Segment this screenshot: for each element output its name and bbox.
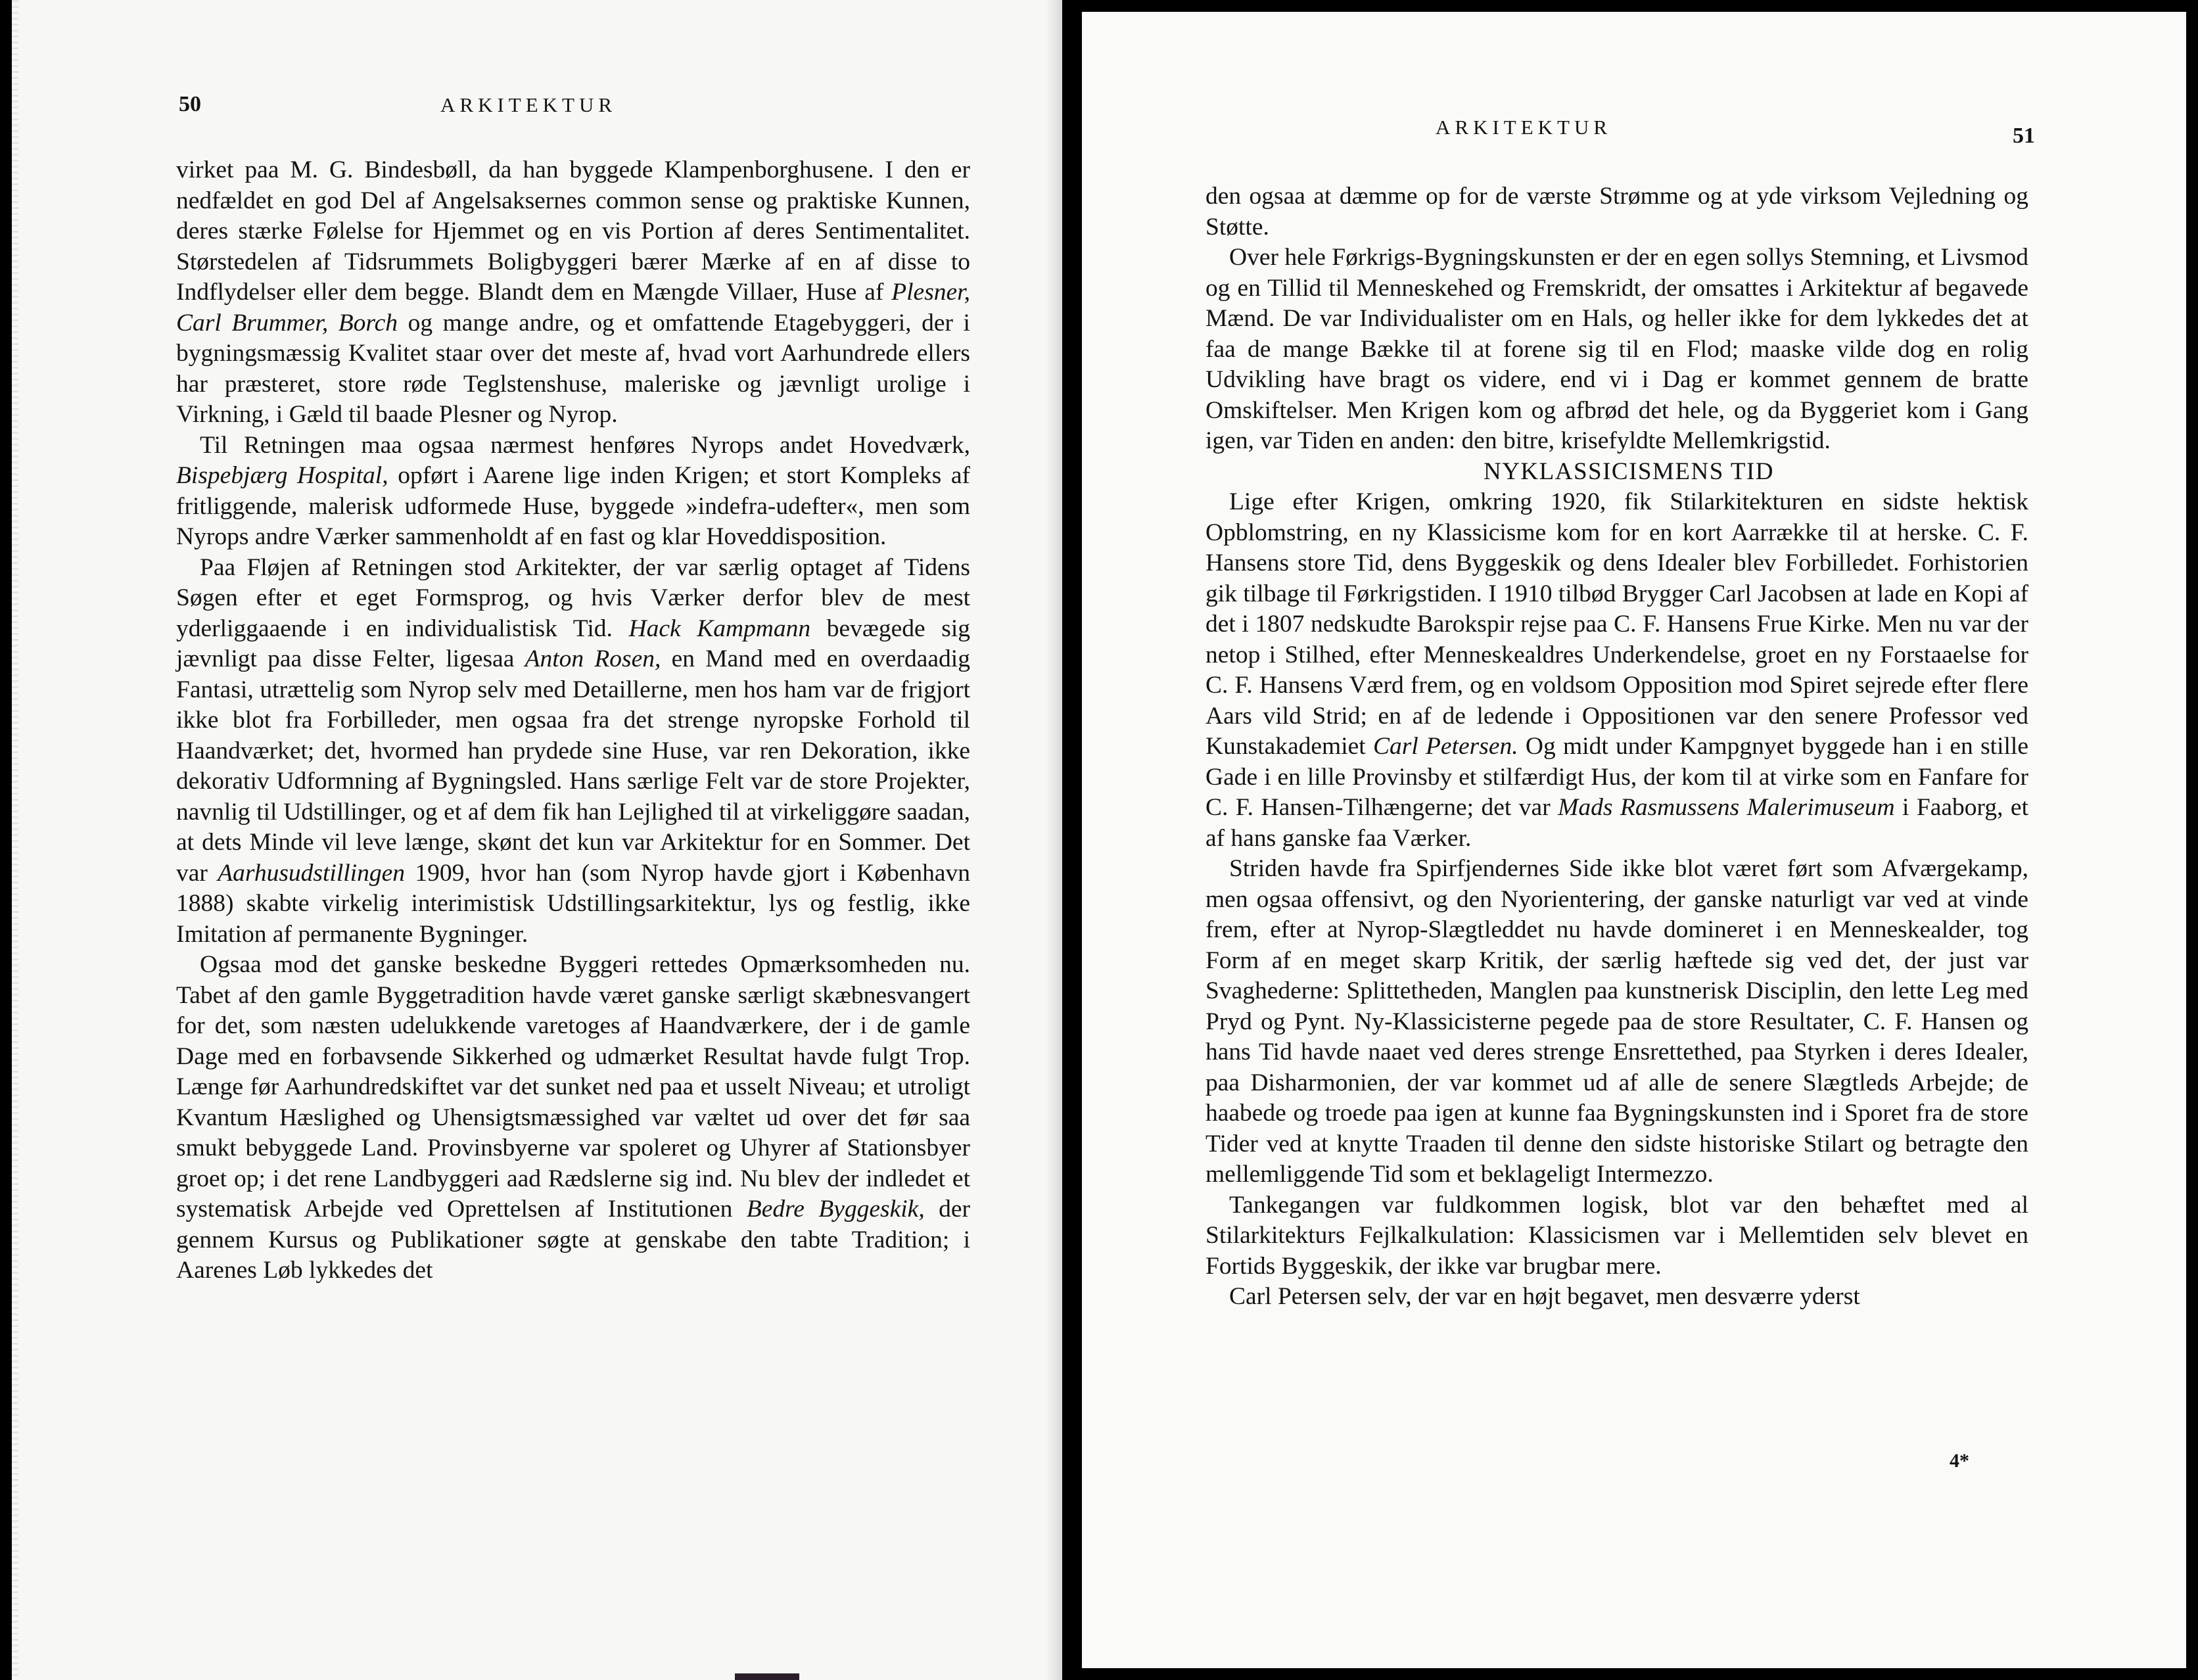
paragraph bbox=[1205, 243, 2028, 457]
text-run: Lige efter Krigen, omkring 1920, fik Stilarkitekturen en sidste hektisk Opblomstring, en ny Klassicisme kom for en kort Aarrække til at herske. C. F. Hansens store Tid, dens Byggeskik og dens Idealer blev Forbilledet. Forhistorien gik tilbage til Førkrigstiden. I 1910 tilbød Brygger Carl Jacobsen at lade en Kopi af det i 1807 nedskudte Barokspir rejse paa C. F. Hansens Frue Kirke. Men nu var der netop i Stilhed, efter Menneskealdres Underkendelse, groet en ny Forstaaelse for C. F. Hansens Værd frem, og en voldsom Opposition mod Spiret sejrede efter flere Aars vild Strid; en af de ledende i Oppositionen var den senere Professor ved Kunstakademiet bbox=[1205, 488, 2028, 760]
italic-name: Bedre Byggeskik, bbox=[746, 1196, 925, 1223]
text-run: og mange andre, og et omfattende Etagebyggeri, der i bygningsmæssig Kvalitet staar over det meste af, hvad vort Aarhundrede ellers har præsteret, store røde Teglstenshuse, maleriske og jævnligt urolige i Virkning, i Gæld til baade Plesner og Nyrop. bbox=[176, 309, 970, 428]
text-run: Paa Fløjen af Retningen stod Arkitekter, der var særlig optaget af Tidens Søgen efter et eget Formsprog, og hvis Værker derfor blev de mest yderliggaaende i en individualistisk Tid. bbox=[176, 553, 970, 642]
body-text bbox=[1205, 181, 2028, 1313]
page-number: 50 bbox=[179, 92, 201, 116]
text-run: Tankegangen var fuldkommen logisk, blot var den behæftet med al Stilarkitekturs Fejlkalkulation: Klassicismen var i Mellemtiden selv blevet en Fortids Byggeskik, der ikke var brugbar mere. bbox=[1205, 1191, 2028, 1280]
text-run: opført i Aarene lige inden Krigen; et stort Kompleks af fritliggende, malerisk udformede Huse, byggede »indefra-udefter«, men som Nyrops andre Værker sammenholdt af en fast og klar Hoveddisposition. bbox=[176, 462, 970, 550]
body-text bbox=[176, 155, 970, 1286]
text-run: bevægede sig jævnligt paa disse Felter, ligesaa bbox=[176, 615, 971, 672]
paragraph bbox=[176, 553, 970, 950]
text-run: Og midt under Kampgnyet byggede han i en stille Gade i en lille Provinsby et stilfærdigt Hus, der kom til at virke som en Fanfare for C. F. Hansen-Tilhængerne; det var bbox=[1205, 733, 2028, 821]
italic-name: Carl Petersen. bbox=[1372, 733, 1518, 760]
text-run: en Mand med en overdaadig Fantasi, utrættelig som Nyrop selv med Detaillerne, men hos ham var de frigjort ikke blot fra Forbilleder, men ogsaa fra det strenge nyropske Forhold til Haandværket; det, hvormed han prydede sine Huse, var ren Dekoration, ikke dekorativ Udformning af Bygningsled. Hans særlige Felt var de store Projekter, navnlig til Udstillinger, og et af dem fik han Lejlighed til at virkeliggøre saadan, at dets Minde vil leve længe, skønt det kun var Arkitektur for en Sommer. Det var bbox=[176, 645, 970, 887]
italic-name: Anton Rosen, bbox=[525, 645, 661, 672]
italic-name: Bispebjærg Hospital, bbox=[176, 462, 388, 489]
text-run: Striden havde fra Spirfjendernes Side ikke blot været ført som Afværgekamp, men ogsaa offensivt, og den Nyorientering, der ganske naturligt var ved at vinde frem, efter at Nyrop-Slægtleddet nu havde domineret i en Menneskealder, tog Form af en meget skarp Kritik, der særlig hæftede sig ved det, der just var Svaghederne: Splittetheden, Manglen paa kunstnerisk Disciplin, den lette Leg med Pryd og Pynt. Ny-Klassicisterne pegede paa de store Resultater, C. F. Hansen og hans Tid havde naaet ved deres strenge Ensrettethed, paa Styrken i deres Idealer, paa Disharmonien, der var kommet ud af alle de senere Slægtleds Arbejde; de haabede og troede paa igen at kunne faa Bygningskunsten ind i Sporet fra de store Tider ved at knytte Traaden til denne den sidste historiske Stilart og betragte den mellemliggende Tid som et beklageligt Intermezzo. bbox=[1205, 855, 2028, 1188]
paragraph bbox=[1205, 181, 2028, 243]
text-run: der gennem Kursus og Publikationer søgte at genskabe den tabte Tradition; i Aarenes Løb lykkedes det bbox=[176, 1196, 970, 1284]
page-number: 51 bbox=[2013, 124, 2035, 148]
text-run: Ogsaa mod det ganske beskedne Byggeri rettedes Opmærksomheden nu. Tabet af den gamle Byggetradition havde været ganske særligt skæbnesvangert for det, som næsten udelukkende varetoges af Haandværkere, der i de gamle Dage med en forbavsende Sikkerhed og udmærket Resultat havde fulgt Trop. Længe før Aarhundredskiftet var det sunket ned paa et usselt Niveau; et utroligt Kvantum Hæslighed og Uhensigtsmæssighed var væltet ud over det før saa smukt bebyggede Land. Provinsbyerne var spoleret og Uhyrer af Stationsbyer groet op; i det rene Landbyggeri aad Rædslerne sig ind. Nu blev der indledet et systematisk Arbejde ved Oprettelsen af Institutionen bbox=[176, 951, 970, 1223]
binding-shadow bbox=[1045, 0, 1062, 1680]
signature-mark: 4* bbox=[1950, 1450, 1969, 1472]
text-run: Over hele Førkrigs-Bygningskunsten er der en egen sollys Stemning, et Livsmod og en Tillid til Menneskehed og Fremskridt, der omsattes i Arkitektur af begavede Mænd. De var Individualister om en Hals, og heller ikke for dem lykkedes det at faa de mange Bække til at forene sig til en Flod; maaske vilde dog en rolig Udvikling have bragt os videre, end vi i Dag er kommet gennem de bratte Omskiftelser. Men Krigen kom og afbrød det hele, og da Byggeriet kom i Gang igen, var Tiden en anden: den bitre, krisefyldte Mellemkrigstid. bbox=[1205, 244, 2028, 454]
left-page bbox=[12, 0, 1062, 1680]
paragraphs-before-heading bbox=[1205, 181, 2028, 457]
text-run: virket paa M. G. Bindesbøll, da han byggede Klampenborghusene. I den er nedfældet en god Del af Angelsaksernes common sense og praktiske Kunnen, deres stærke Følelse for Hjemmet og en vis Portion af deres Sentimentalitet. Størstedelen af Tidsrummets Boligbyggeri bærer Mærke af en af disse to Indflydelser eller dem begge. Blandt dem en Mængde Villaer, Huse af bbox=[176, 156, 970, 306]
section-heading: NYKLASSICISMENS TID bbox=[1483, 457, 1775, 485]
text-run: i Faaborg, et af hans ganske faa Værker. bbox=[1205, 794, 2028, 852]
paragraph bbox=[1205, 1282, 2028, 1313]
italic-name: Aarhusudstillingen bbox=[218, 859, 405, 887]
running-header: ARKITEKTUR bbox=[1436, 116, 1612, 139]
text-run: 1909, hvor han (som Nyrop havde gjort i København 1888) skabte virkelig interimistisk Udstillingsarkitektur, lys og festlig, ikke Imitation af permanente Bygninger. bbox=[176, 859, 970, 948]
italic-name: Mads Rasmussens Malerimuseum bbox=[1558, 794, 1895, 821]
paragraph bbox=[176, 950, 970, 1286]
text-run: den ogsaa at dæmme op for de værste Strømme og at yde virksom Vejledning og Støtte. bbox=[1205, 183, 2028, 241]
bottom-strip bbox=[735, 1673, 799, 1680]
paragraph bbox=[1205, 1190, 2028, 1282]
italic-name: Hack Kampmann bbox=[628, 615, 811, 642]
paragraph bbox=[1205, 854, 2028, 1190]
running-header: ARKITEKTUR bbox=[440, 93, 617, 116]
paragraph bbox=[176, 431, 970, 553]
text-run: Til Retningen maa ogsaa nærmest henføres Nyrops andet Hovedværk, bbox=[200, 431, 970, 459]
paragraphs-after-heading bbox=[1205, 487, 2028, 1313]
page-edge-marks bbox=[12, 0, 18, 1680]
italic-name: Plesner, Carl Brummer, Borch bbox=[176, 279, 970, 337]
paragraph bbox=[176, 155, 970, 431]
right-page bbox=[1082, 12, 2186, 1668]
paragraph bbox=[1205, 487, 2028, 854]
text-run: Carl Petersen selv, der var en højt begavet, men desværre yderst bbox=[1229, 1283, 1860, 1310]
